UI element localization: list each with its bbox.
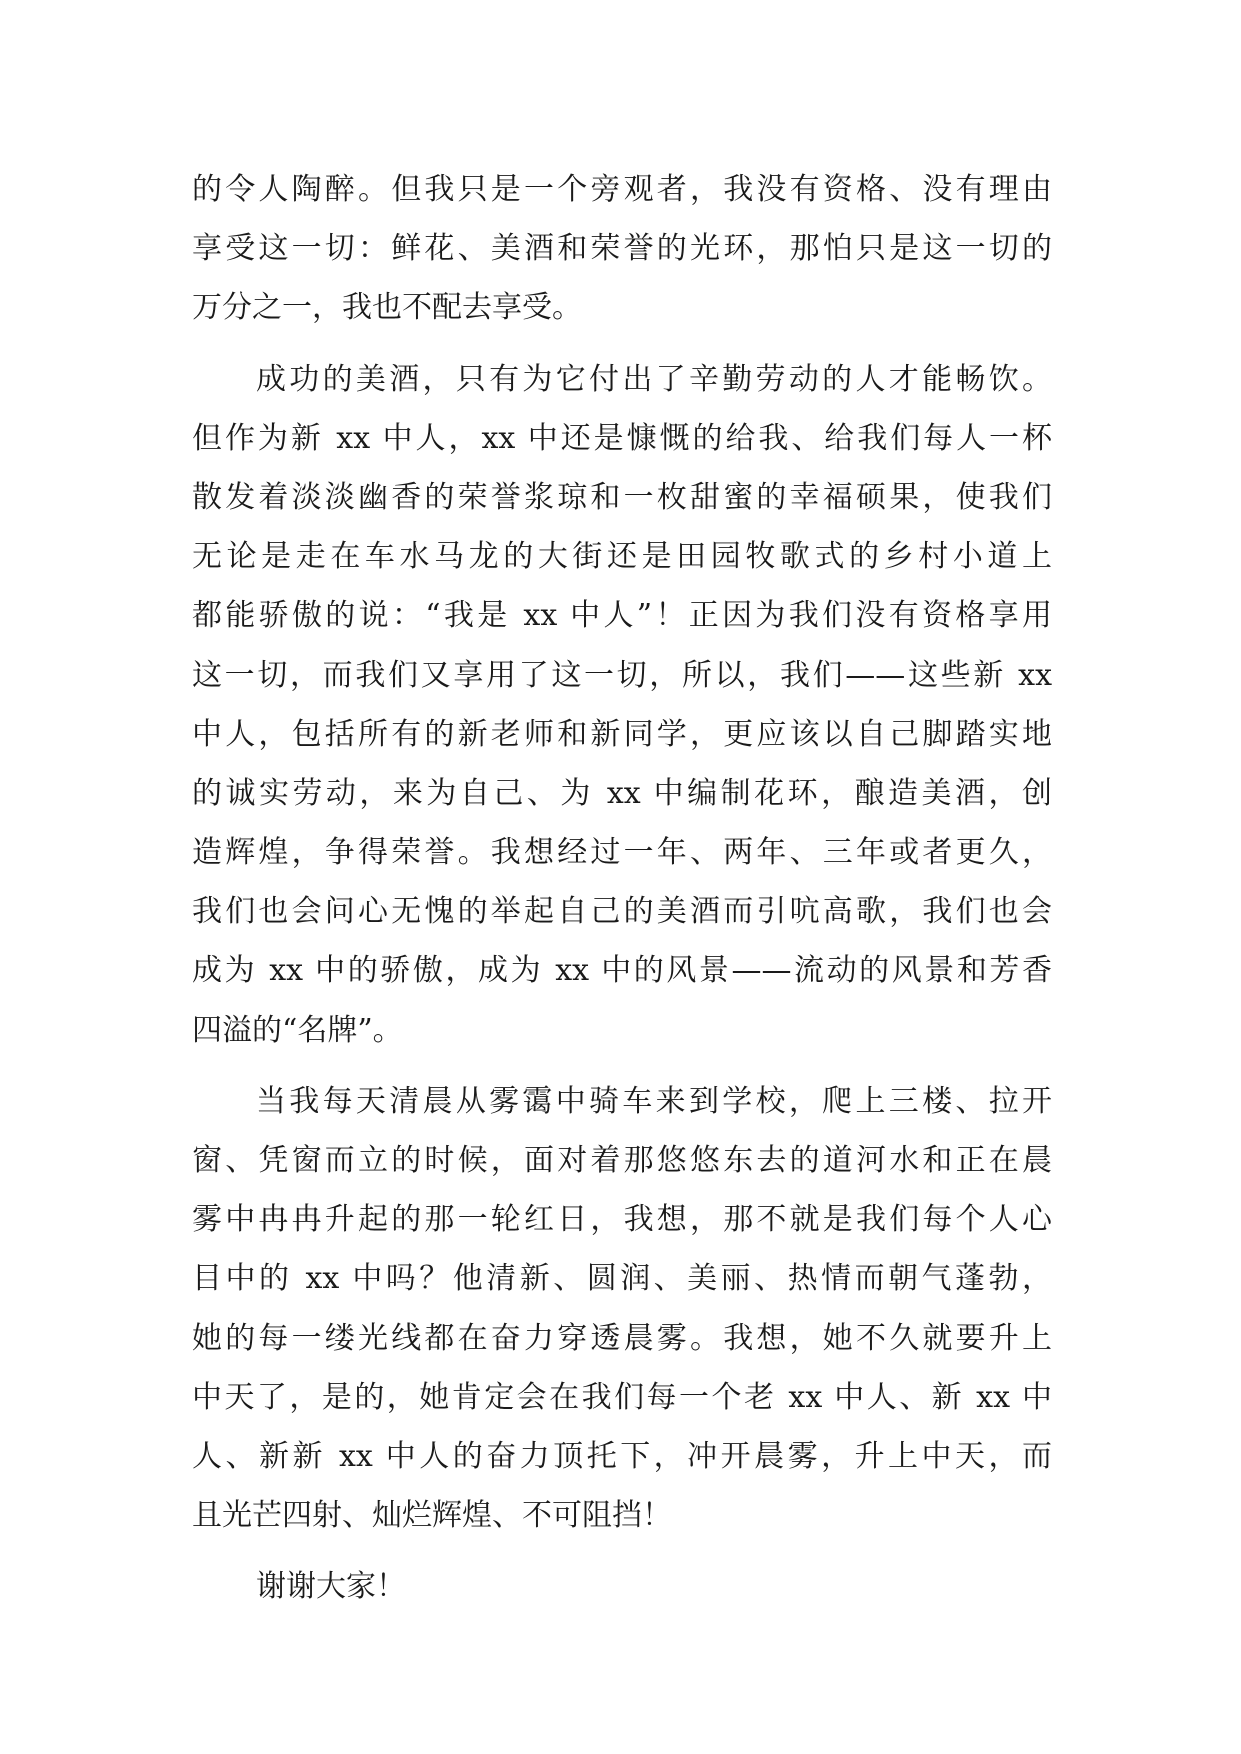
paragraph-1 (192, 160, 1052, 338)
text-line: 窗、凭窗而立的时候，面对着那悠悠东去的道河水和正在晨 (192, 1143, 1052, 1178)
paragraph-4 (192, 1557, 1052, 1616)
text-line: 且光芒四射、灿烂辉煌、不可阻挡！ (192, 1498, 672, 1534)
text-line: 成功的美酒，只有为它付出了辛勤劳动的人才能畅饮。 (256, 361, 1052, 397)
text-line: 人、新新 xx 中人的奋力顶托下，冲开晨雾，升上中天，而 (192, 1438, 1052, 1474)
text-line: 中天了，是的，她肯定会在我们每一个老 xx 中人、新 xx 中 (192, 1379, 1052, 1415)
text-line: 谢谢大家！ (256, 1569, 406, 1605)
text-line: 的令人陶醉。但我只是一个旁观者，我没有资格、没有理由 (192, 172, 1052, 207)
paragraph-3 (192, 1072, 1052, 1546)
text-line: 无论是走在车水马龙的大街还是田园牧歌式的乡村小道上 (192, 539, 1052, 575)
text-line: 散发着淡淡幽香的荣誉浆琼和一枚甜蜜的幸福硕果，使我们 (192, 479, 1052, 515)
text-line: 雾中冉冉升起的那一轮红日，我想，那不就是我们每个人心 (192, 1202, 1052, 1238)
text-line: 她的每一缕光线都在奋力穿透晨雾。我想，她不久就要升上 (192, 1320, 1052, 1356)
document-body (192, 160, 1052, 1617)
text-line: 但作为新 xx 中人，xx 中还是慷慨的给我、给我们每人一杯 (192, 420, 1052, 456)
text-line: 当我每天清晨从雾霭中骑车来到学校，爬上三楼、拉开 (256, 1083, 1052, 1119)
text-line: 享受这一切：鲜花、美酒和荣誉的光环，那怕只是这一切的 (192, 231, 1052, 267)
paragraph-2 (192, 350, 1052, 1060)
text-line: 都能骄傲的说：“我是 xx 中人”！正因为我们没有资格享用 (192, 598, 1052, 634)
text-line: 目中的 xx 中吗？他清新、圆润、美丽、热情而朝气蓬勃， (192, 1261, 1052, 1297)
text-line: 成为 xx 中的骄傲，成为 xx 中的风景——流动的风景和芳香 (192, 953, 1052, 989)
text-line: 我们也会问心无愧的举起自己的美酒而引吭高歌，我们也会 (192, 894, 1052, 930)
text-line: 万分之一，我也不配去享受。 (192, 290, 582, 326)
text-line: 四溢的“名牌”。 (192, 1012, 403, 1048)
text-line: 的诚实劳动，来为自己、为 xx 中编制花环，酿造美酒，创 (192, 775, 1052, 811)
text-line: 中人，包括所有的新老师和新同学，更应该以自己脚踏实地 (192, 716, 1052, 752)
text-line: 这一切，而我们又享用了这一切，所以，我们——这些新 xx (192, 657, 1052, 693)
text-line: 造辉煌，争得荣誉。我想经过一年、两年、三年或者更久， (192, 835, 1052, 871)
